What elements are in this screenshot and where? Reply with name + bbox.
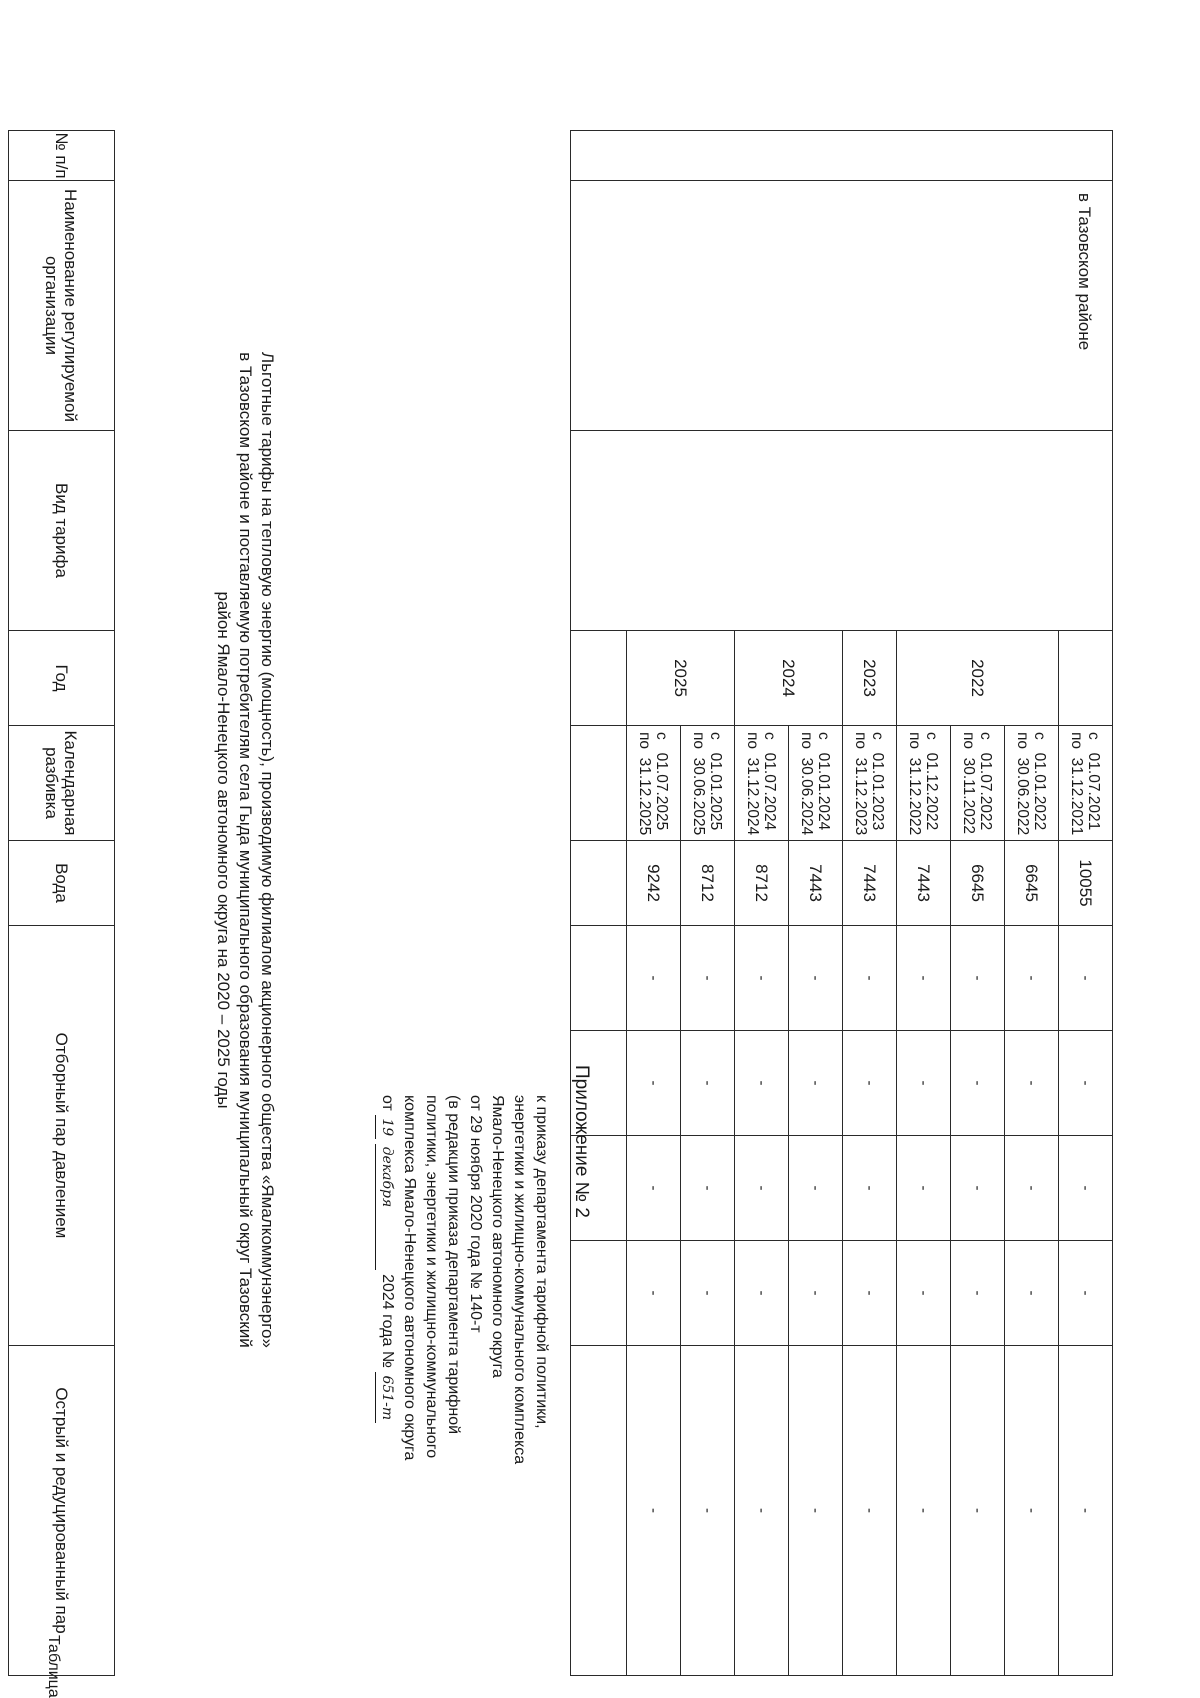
sharp-steam-tariff-cell: - [735,1346,789,1676]
water-tariff-cell: 10055 [1059,841,1113,926]
period-to: по 31.12.2021 [1068,732,1086,836]
empty-cell [571,1241,627,1346]
water-tariff-cell: 7443 [789,841,843,926]
appendix-line: (в редакции приказа департамента тарифной [445,1095,462,1435]
period-to: по 30.06.2024 [798,732,816,836]
sharp-steam-tariff-cell: - [951,1346,1005,1676]
heading-line: в Тазовском районе и поставляемую потребителям села Гыда муниципального образования муниципальный округ Тазовский [236,352,255,1348]
steam-tariff-cell: - [789,1241,843,1346]
sharp-steam-tariff-cell: - [897,1346,951,1676]
steam-tariff-cell: - [1059,1241,1113,1346]
calendar-period-cell [843,726,897,841]
steam-tariff-cell: - [1059,1136,1113,1241]
header-number: № п/п [9,131,115,181]
steam-tariff-cell: - [897,1241,951,1346]
table-label: Таблица [45,1635,62,1698]
water-tariff-cell: 6645 [1005,841,1059,926]
calendar-period-cell [1059,726,1113,841]
period-from: с 01.07.2022 [977,732,995,831]
date-prefix: от [379,1095,396,1111]
appendix-line: к приказу департамента тарифной политики, [533,1095,550,1429]
empty-cell [571,841,627,926]
period-to: по 30.11.2022 [960,732,978,835]
steam-tariff-cell: - [681,1031,735,1136]
steam-tariff-cell: - [951,926,1005,1031]
period-from: с 01.01.2022 [1031,732,1049,831]
steam-tariff-cell: - [843,1241,897,1346]
appendix-line: комплекса Ямало-Ненецкого автономного округа [401,1095,418,1461]
steam-tariff-cell: - [627,1136,681,1241]
sharp-steam-tariff-cell: - [627,1346,681,1676]
period-from: с 01.07.2021 [1085,732,1103,831]
steam-tariff-cell: - [789,926,843,1031]
period-from: с 01.01.2023 [869,732,887,831]
steam-tariff-cell: - [1059,1031,1113,1136]
period-from: с 01.12.2022 [923,732,941,831]
header-calendar: Календарная разбивка [9,726,115,841]
calendar-period-cell [951,726,1005,841]
calendar-period-cell [789,726,843,841]
document-heading [212,140,278,1560]
heading-line: район Ямало-Ненецкого автономного округа на 2020 – 2025 годы [214,591,233,1109]
empty-cell [571,631,627,726]
handwritten-month: декабря [375,1144,398,1270]
header-sharp-steam: Острый и редуцированный пар [9,1346,115,1676]
steam-tariff-cell: - [735,926,789,1031]
steam-tariff-cell: - [627,1031,681,1136]
period-from: с 01.01.2024 [815,732,833,831]
appendix-reference [375,1095,552,1655]
steam-tariff-cell: - [951,1136,1005,1241]
empty-cell [571,1136,627,1241]
water-tariff-cell: 8712 [681,841,735,926]
handwritten-day: 19 [375,1115,398,1139]
steam-tariff-cell: - [843,926,897,1031]
period-to: по 30.06.2022 [1014,732,1032,836]
steam-tariff-cell: - [1005,1241,1059,1346]
steam-tariff-cell: - [627,1241,681,1346]
appendix-line: от 29 ноября 2020 года № 140-т [467,1095,484,1333]
appendix-line: политики, энергетики и жилищно-коммунального [423,1095,440,1459]
steam-tariff-cell: - [897,1031,951,1136]
tariff-type-cell [571,431,1113,631]
water-tariff-cell: 7443 [897,841,951,926]
water-tariff-cell: 8712 [735,841,789,926]
steam-tariff-cell: - [951,1241,1005,1346]
steam-tariff-cell: - [789,1136,843,1241]
steam-tariff-cell: - [843,1031,897,1136]
table-row [1059,131,1113,1676]
calendar-period-cell [681,726,735,841]
steam-tariff-cell: - [897,1136,951,1241]
steam-tariff-cell: - [1005,1031,1059,1136]
steam-tariff-cell: - [1005,1136,1059,1241]
header-water: Вода [9,841,115,926]
header-organization: Наименование регулируемой организации [9,181,115,431]
steam-tariff-cell: - [789,1031,843,1136]
steam-tariff-cell: - [1059,926,1113,1031]
sharp-steam-tariff-cell: - [681,1346,735,1676]
steam-tariff-cell: - [735,1031,789,1136]
water-tariff-cell: 7443 [843,841,897,926]
year-cell: 2025 [627,631,735,726]
steam-tariff-cell: - [681,1136,735,1241]
appendix-date-line [375,1095,398,1655]
appendix-line: Ямало-Ненецкого автономного округа [489,1095,506,1378]
header-tariff-type: Вид тарифа [9,431,115,631]
water-tariff-cell: 6645 [951,841,1005,926]
appendix-line: энергетики и жилищно-коммунального комплекса [511,1095,528,1465]
steam-tariff-cell: - [681,1241,735,1346]
steam-tariff-cell: - [843,1136,897,1241]
header-steam: Отборный пар давлением [9,926,115,1346]
calendar-period-cell [897,726,951,841]
steam-tariff-cell: - [951,1031,1005,1136]
appendix-title: Приложение № 2 [571,1065,592,1218]
heading-line: Льготные тарифы на тепловую энергию (мощность), производимую филиалом акционерного общества «Ямалкоммунэнерго» [258,352,277,1348]
empty-cell [571,1346,627,1676]
sharp-steam-tariff-cell: - [789,1346,843,1676]
calendar-period-cell [627,726,681,841]
year-cell: 2023 [843,631,897,726]
period-from: с 01.01.2025 [707,732,725,831]
year-cell [1059,631,1113,726]
steam-tariff-cell: - [1005,926,1059,1031]
header-year: Год [9,631,115,726]
steam-tariff-cell: - [897,926,951,1031]
period-to: по 31.12.2022 [906,732,924,836]
row-number-cell [571,131,1113,181]
period-to: по 30.06.2025 [690,732,708,836]
empty-cell [571,926,627,1031]
period-from: с 01.07.2024 [761,732,779,831]
steam-tariff-cell: - [735,1136,789,1241]
sharp-steam-tariff-cell: - [1059,1346,1113,1676]
empty-cell [571,1031,627,1136]
period-to: по 31.12.2025 [636,732,654,836]
organization-cell: в Тазовском районе [571,181,1113,431]
water-tariff-cell: 9242 [627,841,681,926]
period-from: с 01.07.2025 [653,732,671,831]
tariff-table-body [570,130,1113,1676]
sharp-steam-tariff-cell: - [843,1346,897,1676]
year-cell: 2022 [897,631,1059,726]
tariff-table-header [8,130,115,1676]
steam-tariff-cell: - [735,1241,789,1346]
empty-cell [571,726,627,841]
date-year: 2024 года № [379,1274,396,1368]
calendar-period-cell [1005,726,1059,841]
sharp-steam-tariff-cell: - [1005,1346,1059,1676]
period-to: по 31.12.2024 [744,732,762,836]
period-to: по 31.12.2023 [852,732,870,836]
calendar-period-cell [735,726,789,841]
steam-tariff-cell: - [627,926,681,1031]
steam-tariff-cell: - [681,926,735,1031]
year-cell: 2024 [735,631,843,726]
handwritten-order-number: 651-т [375,1372,398,1423]
